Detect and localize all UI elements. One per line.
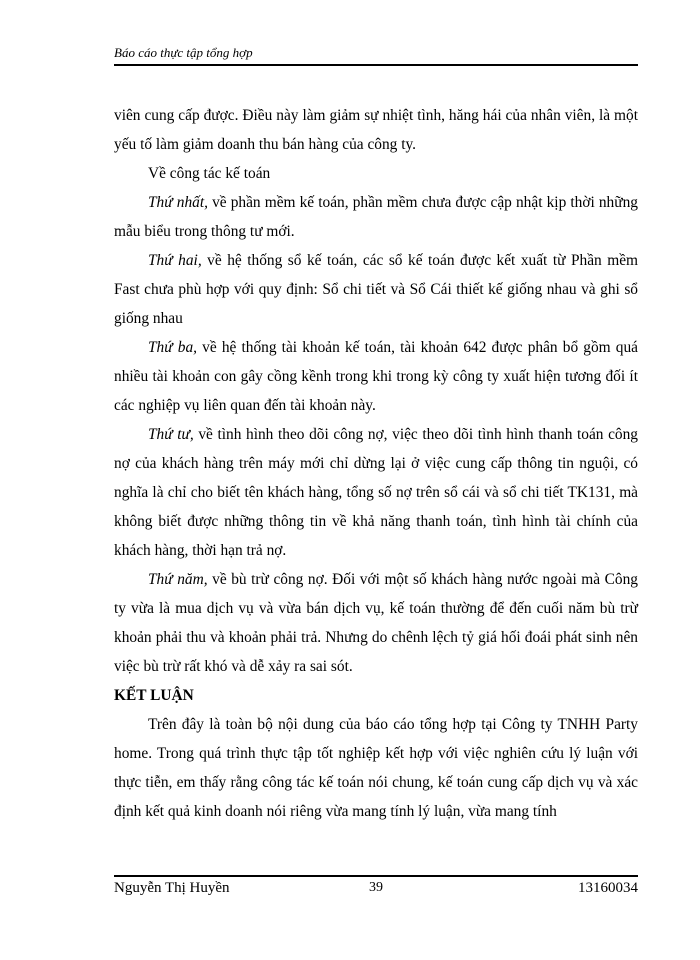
- paragraph-2: Về công tác kế toán: [148, 165, 271, 182]
- paragraph-5-text: về hệ thống tài khoản kế toán, tài khoản 642 được phân bổ gồm quá nhiều tài khoản con gây cồng kềnh trong khi trong kỳ công ty xuất hiện tương đối ít các nghiệp vụ liên quan đến tài khoản này.: [114, 339, 638, 414]
- header-divider: [114, 64, 638, 66]
- footer-divider: [114, 875, 638, 877]
- paragraph-4-label: Thứ hai,: [148, 252, 202, 269]
- section-heading: KẾT LUẬN: [114, 687, 194, 704]
- document-body: [114, 101, 638, 826]
- paragraph-3-label: Thứ nhất,: [148, 194, 208, 211]
- paragraph-7-label: Thứ năm,: [148, 571, 208, 588]
- paragraph-1: viên cung cấp được. Điều này làm giảm sự nhiệt tình, hăng hái của nhân viên, là một yếu tố làm giảm doanh thu bán hàng của công ty.: [114, 107, 638, 153]
- student-code: 13160034: [578, 880, 638, 896]
- paragraph-8: Trên đây là toàn bộ nội dung của báo cáo tổng hợp tại Công ty TNHH Party home. Trong quá trình thực tập tốt nghiệp kết hợp với việc nghiên cứu lý luận với thực tiễn, em thấy rằng công tác kế toán nói chung, kế toán cung cấp dịch vụ và xác định kết quả kinh doanh nói riêng vừa mang tính lý luận, vừa mang tính: [114, 716, 638, 820]
- paragraph-5: [114, 333, 638, 420]
- paragraph-5-label: Thứ ba,: [148, 339, 198, 356]
- footer-author: Nguyễn Thị Huyền: [114, 880, 230, 896]
- paragraph-3: [114, 188, 638, 246]
- paragraph-4: [114, 246, 638, 333]
- page-number: 39: [369, 880, 383, 895]
- paragraph-4-text: về hệ thống sổ kế toán, các sổ kế toán được kết xuất từ Phần mềm Fast chưa phù hợp với quy định: Sổ chi tiết và Sổ Cái thiết kế giống nhau và ghi sổ giống nhau: [114, 252, 638, 327]
- running-header: Báo cáo thực tập tổng hợp: [114, 45, 253, 60]
- paragraph-3-text: về phần mềm kế toán, phần mềm chưa được cập nhật kịp thời những mẫu biểu trong thông tư mới.: [114, 194, 638, 240]
- paragraph-7: [114, 565, 638, 681]
- paragraph-6: [114, 420, 638, 565]
- paragraph-6-text: về tình hình theo dõi công nợ, việc theo dõi tình hình thanh toán công nợ của khách hàng trên máy mới chỉ dừng lại ở việc cung cấp thông tin nguội, có nghĩa là chỉ cho biết tên khách hàng, tổng số nợ trên sổ cái và sổ chi tiết TK131, mà không biết được những thông tin về khả năng thanh toán, tình hình tài chính của khách hàng, thời hạn trả nợ.: [114, 426, 638, 559]
- paragraph-7-text: về bù trừ công nợ. Đối với một số khách hàng nước ngoài mà Công ty vừa là mua dịch vụ và vừa bán dịch vụ, kế toán thường để đến cuối năm bù trừ khoản phải thu và khoản phải trả. Nhưng do chênh lệch tỷ giá hối đoái phát sinh nên việc bù trừ rất khó và dễ xảy ra sai sót.: [114, 571, 638, 675]
- paragraph-6-label: Thứ tư,: [148, 426, 194, 443]
